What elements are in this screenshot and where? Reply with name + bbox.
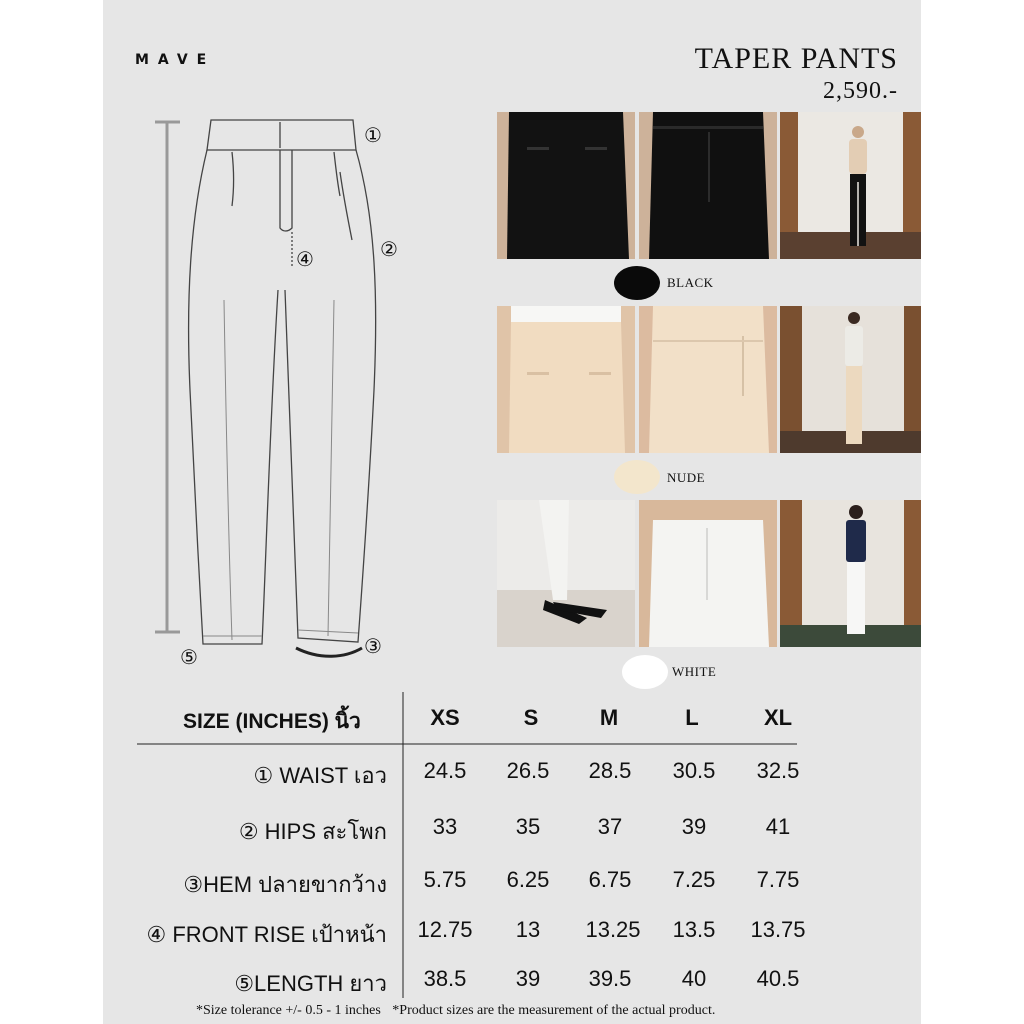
marker-rise: ④: [296, 247, 314, 271]
table-cell: 33: [432, 814, 458, 839]
photo-nude-front: [639, 306, 777, 453]
swatch-nude[interactable]: [614, 460, 660, 494]
swatch-label-white: WHITE: [672, 664, 717, 679]
size-col-s: S: [523, 705, 539, 730]
pants-sketch: [150, 110, 410, 670]
table-cell: 39: [515, 966, 541, 991]
size-col-xl: XL: [763, 705, 793, 730]
hem-arc: [296, 648, 362, 656]
table-cell: 30.5: [672, 758, 716, 783]
table-cell: 13.75: [750, 917, 806, 942]
table-cell: 40: [681, 966, 707, 991]
photo-white-full: [780, 500, 921, 647]
marker-hem: ③: [364, 634, 382, 658]
swatch-label-nude: NUDE: [667, 470, 706, 485]
swatch-white[interactable]: [622, 655, 668, 689]
row-label-waist: ① WAIST เอว: [253, 763, 387, 788]
table-cell: 41: [765, 814, 791, 839]
table-cell: 6.25: [506, 867, 550, 892]
table-cell: 13: [515, 917, 541, 942]
table-cell: 24.5: [423, 758, 467, 783]
table-cell: 37: [597, 814, 623, 839]
swatch-label-black: BLACK: [667, 275, 714, 290]
photo-black-front: [639, 112, 777, 259]
table-cell: 5.75: [423, 867, 467, 892]
photo-black-full: [780, 112, 921, 259]
table-cell: 28.5: [588, 758, 632, 783]
size-col-l: L: [685, 705, 699, 730]
marker-length: ⑤: [180, 645, 198, 669]
table-cell: 6.75: [588, 867, 632, 892]
table-cell: 39.5: [588, 966, 632, 991]
swatch-black[interactable]: [614, 266, 660, 300]
product-price: 2,590.-: [823, 78, 898, 104]
size-col-xs: XS: [430, 705, 460, 730]
table-cell: 32.5: [756, 758, 800, 783]
table-cell: 39: [681, 814, 707, 839]
size-col-m: M: [599, 705, 619, 730]
product-title: TAPER PANTS: [694, 42, 898, 75]
table-cell: 40.5: [756, 966, 800, 991]
photo-nude-back: [497, 306, 635, 453]
row-label-front-rise: ④ FRONT RISE เป้าหน้า: [146, 922, 387, 947]
photo-black-back: [497, 112, 635, 259]
table-cell: 12.75: [417, 917, 473, 942]
table-cell: 38.5: [423, 966, 467, 991]
row-label-hips: ② HIPS สะโพก: [238, 819, 387, 844]
photo-white-side: [497, 500, 635, 647]
photo-white-front: [639, 500, 777, 647]
brand-logo: MAVE: [135, 52, 216, 68]
row-label-length: ⑤LENGTH ยาว: [234, 971, 387, 996]
marker-waist: ①: [364, 123, 382, 147]
table-cell: 13.25: [585, 917, 641, 942]
table-cell: 26.5: [506, 758, 550, 783]
tolerance-note: *Size tolerance +/- 0.5 - 1 inches: [196, 1003, 381, 1018]
table-cell: 7.25: [672, 867, 716, 892]
marker-hips: ②: [380, 237, 398, 261]
table-cell: 13.5: [672, 917, 716, 942]
row-label-hem: ③HEM ปลายขากว้าง: [183, 872, 387, 897]
size-table-header: SIZE (INCHES) นิ้ว: [183, 710, 361, 733]
table-cell: 7.75: [756, 867, 800, 892]
length-ruler: [155, 122, 180, 632]
table-cell: 35: [515, 814, 541, 839]
photo-nude-full: [780, 306, 921, 453]
measurement-note: *Product sizes are the measurement of the actual product.: [392, 1003, 716, 1018]
footnote: [196, 1003, 715, 1019]
